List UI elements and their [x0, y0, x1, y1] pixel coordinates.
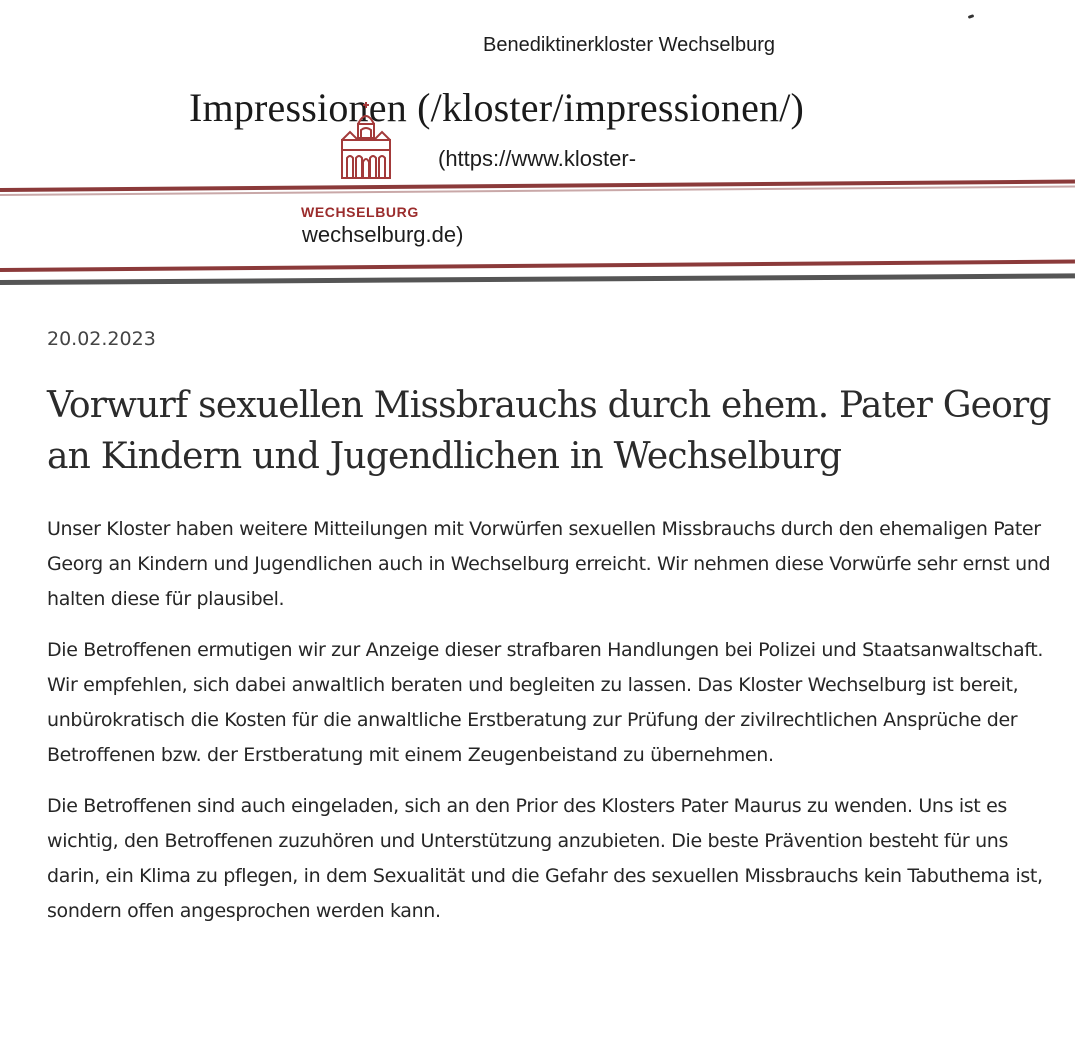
article-date: 20.02.2023	[47, 328, 156, 350]
logo-link-url-line1[interactable]: (https://www.kloster-	[438, 146, 637, 171]
header-bottom-divider	[0, 260, 1075, 272]
logo-link-url-line2[interactable]: wechselburg.de)	[302, 222, 464, 247]
logo-text[interactable]: WECHSELBURG	[301, 204, 419, 220]
article-body	[47, 512, 1059, 945]
article-title: Vorwurf sexuellen Missbrauchs durch ehem. Pater Georg an Kindern und Jugendlichen in Wechselburg	[47, 385, 1051, 477]
header-bottom-divider-shadow	[0, 273, 1075, 285]
article-paragraph: Unser Kloster haben weitere Mitteilungen mit Vorwürfen sexuellen Missbrauchs durch den ehemaligen Pater Georg an Kindern und Jugendlichen auch in Wechselburg erreicht. Wir nehmen diese Vorwürfe sehr ernst und halten diese für plausibel.	[47, 518, 1051, 610]
monastery-building-icon[interactable]	[336, 100, 396, 184]
article-paragraph: Die Betroffenen ermutigen wir zur Anzeige dieser strafbaren Handlungen bei Polizei und Staatsanwaltschaft. Wir empfehlen, sich dabei anwaltlich beraten und begleiten zu lassen. Das Kloster Wechselburg ist bereit, unbürokratisch die Kosten für die anwaltliche Erstberatung zur Prüfung der zivilrechtlichen Ansprüche der Betroffenen bzw. der Erstberatung mit einem Zeugenbeistand zu übernehmen.	[47, 639, 1044, 766]
scan-speck	[968, 14, 975, 19]
impressionen-link[interactable]: Impressionen (/kloster/impressionen/)	[189, 85, 805, 130]
article-paragraph: Die Betroffenen sind auch eingeladen, sich an den Prior des Klosters Pater Maurus zu wenden. Uns ist es wichtig, den Betroffenen zuzuhören und Unterstützung anzubieten. Die beste Prävention besteht für uns darin, ein Klima zu pflegen, in dem Sexualität und die Gefahr des sexuellen Missbrauchs kein Tabuthema ist, sondern offen angesprochen werden kann.	[47, 795, 1043, 922]
site-name: Benediktinerkloster Wechselburg	[483, 34, 776, 56]
